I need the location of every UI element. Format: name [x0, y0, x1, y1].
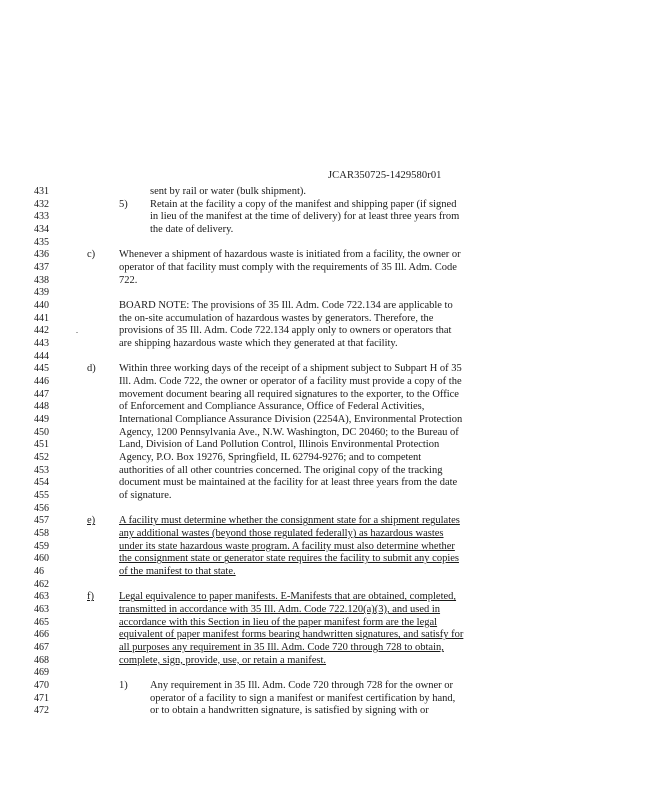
line-number: 463	[34, 591, 49, 603]
line-number: 435	[34, 236, 49, 248]
document-line	[0, 553, 671, 565]
list-marker: 1)	[119, 680, 128, 692]
document-line	[0, 503, 671, 515]
line-text: the consignment state or generator state requires the facility to submit any copies	[119, 553, 459, 565]
document-line	[0, 528, 671, 540]
line-number: 463	[34, 604, 49, 616]
line-number: 471	[34, 692, 49, 704]
line-number: 440	[34, 300, 49, 312]
line-number: 457	[34, 515, 49, 527]
line-number: 46	[34, 566, 44, 578]
line-number: 470	[34, 680, 49, 692]
line-number: 472	[34, 705, 49, 717]
document-line	[0, 541, 671, 553]
line-text: in lieu of the manifest at the time of delivery) for at least three years from	[150, 211, 460, 223]
line-number: 439	[34, 287, 49, 299]
document-line	[0, 642, 671, 654]
line-number: 443	[34, 338, 49, 350]
document-line	[0, 363, 671, 375]
line-number: 437	[34, 262, 49, 274]
document-line	[0, 275, 671, 287]
line-text: Land, Division of Land Pollution Control, Illinois Environmental Protection	[119, 439, 440, 451]
document-line	[0, 249, 671, 261]
line-text: complete, sign, provide, use, or retain a manifest.	[119, 654, 327, 666]
line-number: 441	[34, 312, 49, 324]
document-line	[0, 199, 671, 211]
line-text: provisions of 35 Ill. Adm. Code 722.134 apply only to owners or operators that	[119, 325, 452, 337]
document-line	[0, 439, 671, 451]
line-number: 444	[34, 350, 49, 362]
list-marker: c)	[87, 249, 96, 261]
list-marker: d)	[87, 363, 96, 375]
document-line	[0, 224, 671, 236]
document-line	[0, 477, 671, 489]
document-line	[0, 376, 671, 388]
document-line	[0, 629, 671, 641]
line-number: 467	[34, 642, 49, 654]
document-line	[0, 211, 671, 223]
document-line	[0, 705, 671, 717]
line-text: document must be maintained at the facility for at least three years from the date	[119, 477, 458, 489]
document-line	[0, 693, 671, 705]
line-number: 468	[34, 654, 49, 666]
document-line	[0, 287, 671, 299]
document-line	[0, 313, 671, 325]
document-line	[0, 655, 671, 667]
line-number: 448	[34, 401, 49, 413]
document-line	[0, 325, 671, 337]
line-number: 462	[34, 578, 49, 590]
document-line	[0, 515, 671, 527]
line-text: the on-site accumulation of hazardous wastes by generators. Therefore, the	[119, 312, 434, 324]
document-line	[0, 465, 671, 477]
line-text: of the manifest to that state.	[119, 566, 236, 578]
line-text: operator of a facility to sign a manifest or manifest certification by hand,	[150, 692, 456, 704]
line-text: or to obtain a handwritten signature, is satisfied by signing with or	[150, 705, 429, 717]
line-number: 446	[34, 376, 49, 388]
line-text: International Compliance Assurance Division (2254A), Environmental Protection	[119, 414, 463, 426]
line-text: accordance with this Section in lieu of the paper manifest form are the legal	[119, 616, 438, 628]
list-marker: f)	[87, 591, 94, 603]
line-number: 458	[34, 528, 49, 540]
line-number: 433	[34, 211, 49, 223]
line-text: equivalent of paper manifest forms bearing handwritten signatures, and satisfy for	[119, 629, 464, 641]
line-text: Whenever a shipment of hazardous waste is initiated from a facility, the owner or	[119, 249, 461, 261]
line-number: 459	[34, 540, 49, 552]
line-number: 469	[34, 667, 49, 679]
document-line	[0, 579, 671, 591]
line-number: 432	[34, 198, 49, 210]
document-line	[0, 667, 671, 679]
list-marker: e)	[87, 515, 96, 527]
margin-mark: .	[76, 326, 78, 336]
line-text: authorities of all other countries concerned. The original copy of the tracking	[119, 464, 443, 476]
line-number: 455	[34, 490, 49, 502]
line-text: Within three working days of the receipt of a shipment subject to Subpart H of 35	[119, 363, 462, 375]
line-text: of signature.	[119, 490, 172, 502]
line-text: movement document bearing all required signatures to the exporter, to the Office	[119, 388, 459, 400]
document-line	[0, 262, 671, 274]
line-text: transmitted in accordance with 35 Ill. Adm. Code 722.120(a)(3), and used in	[119, 604, 441, 616]
document-line	[0, 604, 671, 616]
document-line	[0, 401, 671, 413]
line-number: 456	[34, 502, 49, 514]
document-line	[0, 427, 671, 439]
document-line	[0, 490, 671, 502]
line-text: A facility must determine whether the consignment state for a shipment regulates	[119, 515, 460, 527]
line-number: 466	[34, 629, 49, 641]
line-number: 454	[34, 477, 49, 489]
line-number: 445	[34, 363, 49, 375]
document-line	[0, 414, 671, 426]
line-text: Retain at the facility a copy of the manifest and shipping paper (if signed	[150, 198, 457, 210]
line-text: Any requirement in 35 Ill. Adm. Code 720 through 728 for the owner or	[150, 680, 453, 692]
line-number: 465	[34, 616, 49, 628]
document-line	[0, 186, 671, 198]
line-text: operator of that facility must comply with the requirements of 35 Ill. Adm. Code	[119, 262, 457, 274]
line-text: under its state hazardous waste program. A facility must also determine whether	[119, 540, 455, 552]
document-line	[0, 680, 671, 692]
line-number: 438	[34, 274, 49, 286]
list-marker: 5)	[119, 198, 128, 210]
document-line	[0, 237, 671, 249]
line-number: 436	[34, 249, 49, 261]
document-line	[0, 300, 671, 312]
document-line	[0, 338, 671, 350]
page-header: JCAR350725-1429580r01	[328, 170, 442, 181]
line-number: 449	[34, 414, 49, 426]
line-text: of Enforcement and Compliance Assurance, Office of Federal Activities,	[119, 401, 425, 413]
line-text: the date of delivery.	[150, 224, 234, 235]
line-text: all purposes any requirement in 35 Ill. Adm. Code 720 through 728 to obtain,	[119, 642, 444, 654]
line-text: Ill. Adm. Code 722, the owner or operator of a facility must provide a copy of the	[119, 376, 462, 388]
document-line	[0, 591, 671, 603]
document-line	[0, 452, 671, 464]
line-text: sent by rail or water (bulk shipment).	[150, 186, 307, 197]
document-line	[0, 351, 671, 363]
line-text: BOARD NOTE: The provisions of 35 Ill. Adm. Code 722.134 are applicable to	[119, 300, 453, 312]
line-number: 460	[34, 553, 49, 565]
line-text: Agency, P.O. Box 19276, Springfield, IL 62794-9276; and to competent	[119, 452, 422, 464]
line-number: 434	[34, 224, 49, 235]
line-number: 450	[34, 426, 49, 438]
document-line	[0, 566, 671, 578]
line-text: 722.	[119, 274, 138, 286]
line-text: any additional wastes (beyond those regulated federally) as hazardous wastes	[119, 528, 444, 540]
line-text: Agency, 1200 Pennsylvania Ave., N.W. Washington, DC 20460; to the Bureau of	[119, 426, 459, 438]
line-number: 431	[34, 186, 49, 197]
line-number: 451	[34, 439, 49, 451]
line-number: 452	[34, 452, 49, 464]
document-line	[0, 389, 671, 401]
line-number: 453	[34, 464, 49, 476]
line-text: are shipping hazardous waste which they generated at that facility.	[119, 338, 398, 350]
line-number: 447	[34, 388, 49, 400]
line-number: 442	[34, 325, 49, 337]
line-text: Legal equivalence to paper manifests. E-Manifests that are obtained, completed,	[119, 591, 457, 603]
document-line	[0, 617, 671, 629]
